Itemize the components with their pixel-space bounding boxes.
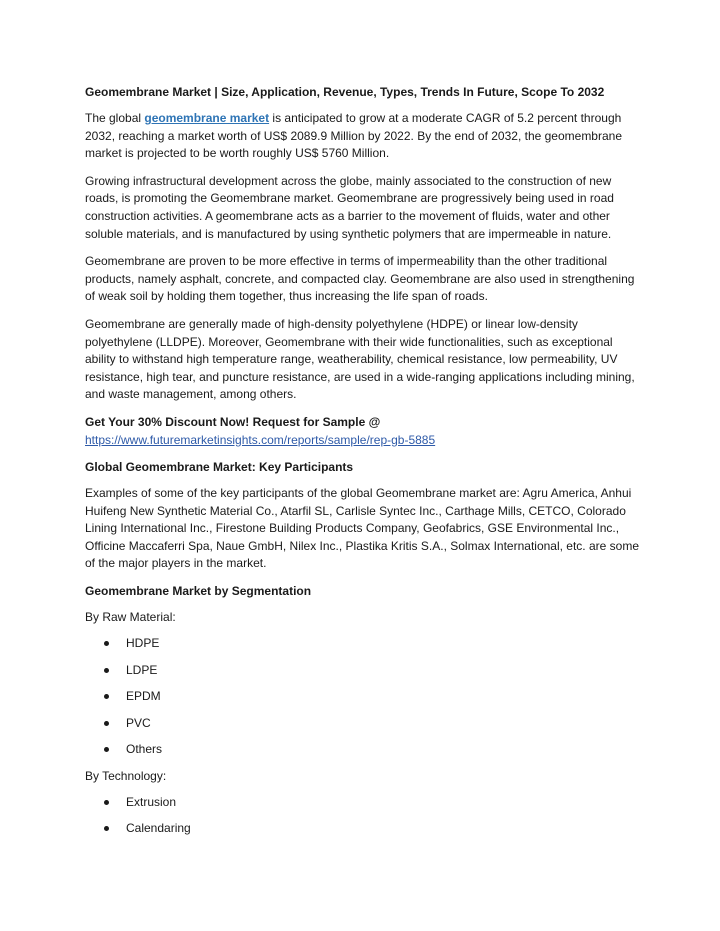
sample-request-link[interactable]: https://www.futuremarketinsights.com/reports/sample/rep-gb-5885 (85, 432, 436, 447)
list-item-label: PVC (126, 715, 151, 730)
bullet-icon (104, 721, 109, 726)
key-participants-heading: Global Geomembrane Market: Key Participants (85, 460, 354, 475)
list-item (85, 662, 645, 678)
list-item (85, 635, 645, 651)
intro-text-after: is anticipated to grow at a moderate CAGR of 5.2 percent through 2032, reaching a market worth of US$ 2089.9 Million by 2022. By the end of 2032, the geomembrane market is projected to be worth roughly US$ 5760 Million. (85, 111, 622, 161)
bullet-icon (104, 668, 109, 673)
document-title: Geomembrane Market | Size, Application, Revenue, Types, Trends In Future, Scope To 2032 (85, 85, 605, 99)
raw-material-list (85, 635, 645, 757)
segmentation-heading: Geomembrane Market by Segmentation (85, 584, 312, 599)
body-paragraph-2: Geomembrane are proven to be more effective in terms of impermeability than the other traditional products, namely asphalt, concrete, and compacted clay. Geomembrane are also used in strengthening of weak soil by holding them together, thus increasing the life span of roads. (85, 254, 635, 304)
list-item (85, 741, 645, 757)
key-participants-paragraph: Examples of some of the key participants of the global Geomembrane market are: Agru America, Anhui Huifeng New Synthetic Material Co., Atarfil SL, Carlisle Syntec Inc., Carthage Mills, CETCO, Colorado Lining International Inc., Firestone Building Products Company, Geofabrics, GSE Environmental Inc., Officine Maccaferri Spa, Naue GmbH, Nilex Inc., Plastika Kritis S.A., Solmax International, etc. are some of the major players in the market. (85, 486, 639, 571)
sample-request-block (85, 414, 645, 449)
list-item (85, 794, 645, 810)
list-item-label: LDPE (126, 662, 158, 677)
body-paragraph-1: Growing infrastructural development across the globe, mainly associated to the construction of new roads, is promoting the Geomembrane market. Geomembrane are progressively being used in road construction activities. A geomembrane acts as a barrier to the movement of fluids, water and other soluble materials, and is manufactured by using synthetic polymers that are impermeable in nature. (85, 173, 614, 241)
list-item (85, 688, 645, 704)
technology-label: By Technology: (85, 768, 167, 783)
intro-paragraph (85, 110, 645, 163)
list-item-label: EPDM (126, 689, 161, 704)
raw-material-label: By Raw Material: (85, 610, 176, 625)
list-item-label: Others (126, 742, 163, 757)
geomembrane-market-link[interactable]: geomembrane market (144, 111, 270, 125)
list-item (85, 820, 645, 836)
discount-cta-label: Get Your 30% Discount Now! Request for Sample @ (85, 414, 381, 429)
list-item (85, 715, 645, 731)
bullet-icon (104, 694, 109, 699)
list-item-label: Calendaring (126, 821, 191, 836)
list-item-label: Extrusion (126, 794, 177, 809)
intro-text-before: The global (85, 111, 145, 125)
technology-list (85, 794, 645, 837)
document-page (85, 84, 645, 847)
bullet-icon (104, 800, 109, 805)
bullet-icon (104, 641, 109, 646)
bullet-icon (104, 826, 109, 831)
bullet-icon (104, 747, 109, 752)
body-paragraph-3: Geomembrane are generally made of high-density polyethylene (HDPE) or linear low-density polyethylene (LLDPE). Moreover, Geomembrane with their wide functionalities, such as exceptional ability to withstand high temperature range, weatherability, chemical resistance, low permeability, UV resistance, high tear, and puncture resistance, are used in a wide-ranging applications including mining, and waste management, among others. (85, 316, 635, 402)
list-item-label: HDPE (126, 636, 160, 651)
